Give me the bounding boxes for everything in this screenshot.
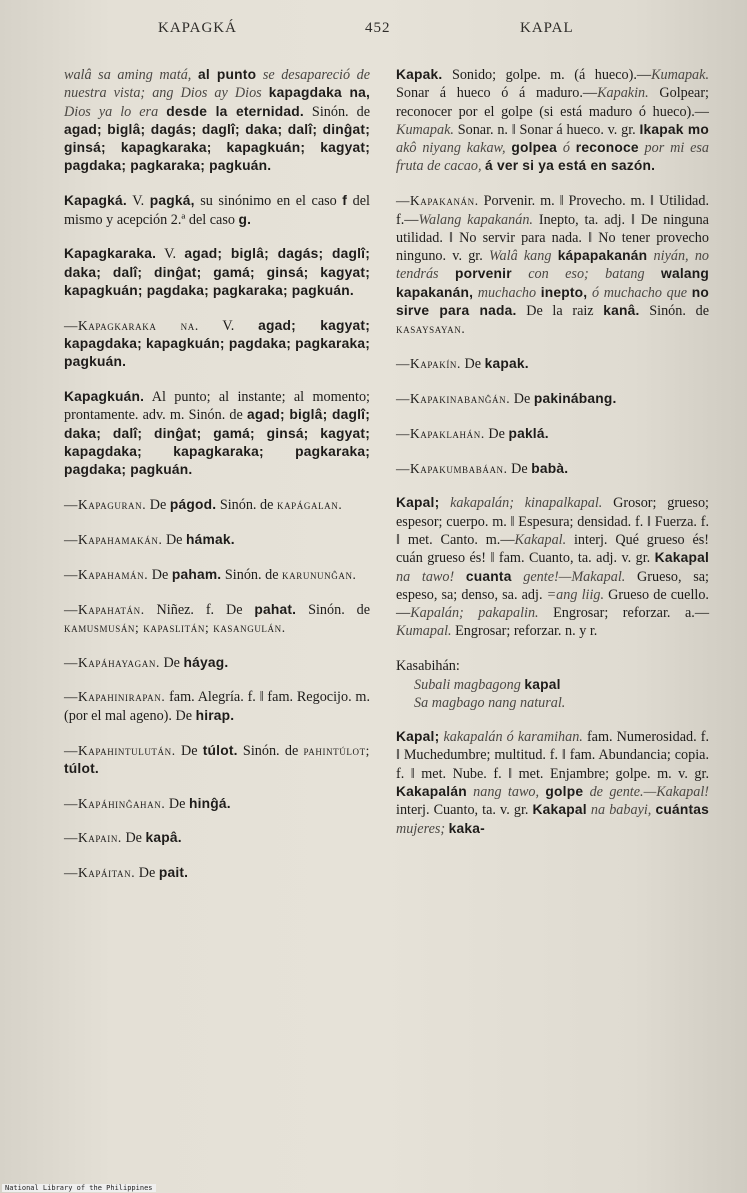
definition-text: su sinónimo en el caso: [194, 193, 343, 210]
cross-reference: kamusmusán; kapaslitán; kasangulán.: [64, 619, 286, 635]
definition-text: De: [162, 531, 187, 548]
headword-or-term: kapak.: [484, 356, 529, 372]
header-right-word: KAPAL: [520, 20, 574, 36]
headword-or-term: kapâ.: [145, 830, 182, 846]
dictionary-entry: [64, 654, 370, 672]
definition-text: V.: [126, 193, 150, 210]
headword-or-term: porvenir: [454, 266, 512, 282]
headword-or-term: golpe: [545, 784, 584, 799]
headword-or-term: Kakapal: [654, 550, 709, 566]
dictionary-entry: [64, 742, 370, 779]
definition-text: fam. Numerosidad. f. ‖ Muchedumbre; multitud. f. ‖ fam. Abundancia; copia. f. ‖ met. Nube. f. ‖ met. Enjambre; golpe. m. v. gr.: [396, 729, 709, 782]
example-text: =ang liig.: [546, 586, 605, 603]
headword-or-term: Kapal;: [396, 729, 440, 745]
dictionary-entry: [396, 66, 709, 176]
definition-text: De: [460, 356, 485, 373]
example-text: na tawo!: [396, 568, 455, 585]
definition-text: De: [510, 390, 534, 407]
example-text: walâ sa aming matá,: [64, 67, 192, 83]
definition-text: Sinón. de: [639, 303, 709, 320]
dictionary-entry: [64, 864, 370, 882]
definition-text: De: [159, 654, 184, 671]
headword-or-term: Kapagká.: [64, 193, 127, 209]
headword-or-term: túlot.: [202, 742, 238, 758]
headword-or-term: pakinábang.: [533, 390, 617, 406]
definition-text: fam. Alegría. f. ‖ fam. Regocijo. m. (por el mal ageno). De: [64, 689, 370, 724]
example-text: Dios ya lo era: [64, 103, 159, 120]
headword-or-term: desde la eternidad.: [166, 103, 304, 119]
cross-reference: —Kapahamakán.: [64, 531, 163, 547]
dictionary-entry: [64, 245, 370, 300]
example-text: kakapalán ó karamihan.: [439, 729, 583, 746]
definition-text: De: [135, 865, 159, 882]
dictionary-entry: [64, 496, 370, 514]
definition-text: Sonido; golpe. m. (á hueco).—: [442, 67, 652, 83]
example-text: Kumapal.: [396, 623, 452, 640]
definition-text: [454, 569, 466, 585]
definition-text: Sinón. de: [237, 742, 304, 759]
dictionary-entry: [64, 795, 370, 813]
definition-text: interj. Cuanto, ta. v. gr.: [396, 802, 533, 819]
left-column: [64, 66, 370, 899]
headword-or-term: pait.: [158, 865, 189, 881]
dictionary-entry: [64, 601, 370, 638]
headword-or-term: pagká,: [149, 193, 195, 209]
headword-or-term: kapagdaka na,: [268, 85, 370, 101]
definition-text: De la raiz: [516, 303, 604, 320]
example-text: por mi esa fruta de cacao,: [396, 140, 709, 175]
proverb-block: [396, 657, 709, 712]
cross-reference: —Kapáitan.: [64, 865, 136, 881]
headword-or-term: Ikapak mo: [639, 121, 709, 137]
dictionary-entry: [396, 425, 709, 443]
headword-or-term: walang kapakanán,: [396, 266, 709, 300]
definition-text: Sinón. de: [303, 103, 370, 120]
headword-or-term: agad; biglâ; dagás; daglî; daka; dalî; dinĝat; ginsá; kapagkaraka; kapagkuán; kagyat; pagdaka; pagkaraka; pagkuán.: [64, 121, 370, 174]
headword-or-term: kápapakanán: [557, 248, 648, 264]
left-entries: [64, 66, 370, 883]
headword-or-term: kanâ.: [603, 303, 640, 319]
cross-reference: —Kapahamán.: [64, 566, 149, 582]
definition-text: [262, 85, 269, 101]
definition-text: De: [148, 566, 172, 583]
example-text: ó muchacho que: [587, 284, 688, 301]
definition-text: De: [484, 425, 509, 442]
cross-reference: —Kapáhinĝahan.: [64, 795, 166, 811]
headword-or-term: agad; biglâ; daglî; daka; dalî; dinĝat; gamá; ginsá; kagyat; kapagdaka; kapagkaraka; pagkaraka; pagdaka; pagkuán.: [64, 407, 370, 478]
definition-text: De: [165, 795, 189, 812]
header-left-word: KAPAGKÁ: [158, 20, 237, 36]
definition-text: De: [121, 830, 146, 847]
headword-or-term: á ver si ya está en sazón.: [485, 158, 656, 174]
cross-reference: —Kapakumbabáan.: [396, 460, 508, 476]
headword-or-term: agad; kagyat; kapagdaka; kapagkuán; pagdaka; pagkaraka; pagkuán.: [64, 317, 370, 370]
example-text: Kapakin.: [597, 85, 649, 102]
definition-text: Grueso, sa; espeso, sa; denso, sa. adj.: [396, 568, 709, 603]
headword-or-term: Kapal;: [396, 495, 440, 511]
cross-reference: —Kapáhayagan.: [64, 654, 160, 670]
headword-or-term: Kakapal: [532, 802, 587, 818]
example-text: ó: [557, 140, 576, 157]
dictionary-entry: [64, 531, 370, 549]
definition-text: Engrosar; reforzar. a.—: [538, 605, 710, 622]
example-text: na babayi,: [586, 802, 652, 819]
headword-or-term: háyag.: [183, 654, 229, 670]
headword-or-term: f: [342, 193, 348, 209]
library-watermark: National Library of the Philippines: [2, 1184, 156, 1192]
example-text: Walâ kang: [489, 248, 552, 265]
definition-text: Sinón. de: [221, 566, 283, 583]
definition-text: Inepto, ta. adj. ‖ De ninguna utilidad. ‖ No servir para nada. ‖ No tener provecho ninguno. v. gr.: [396, 211, 709, 265]
cross-reference: —Kapakinabanĝán.: [396, 390, 511, 406]
example-text: gente!—Makapal.: [511, 568, 626, 585]
right-entries: [396, 66, 709, 641]
cross-reference: —Kapagkaraka na.: [64, 317, 199, 333]
headword-or-term: agad; biglâ; dagás; daglî; daka; dalî; dinĝat; gamá; ginsá; kagyat; kapagkuán; pagdaka; pagkaraka; pagkuán.: [64, 246, 370, 298]
example-text: con eso; batang: [511, 266, 645, 283]
definition-text: Engrosar; reforzar. n. y r.: [451, 623, 598, 640]
definition-text: [439, 266, 455, 282]
headword-or-term: Kakapalán: [396, 784, 467, 799]
headword-or-term: babà.: [531, 460, 569, 476]
example-text: se desapareció de nuestra vista; ang Dios ay Dios: [64, 67, 371, 102]
example-text: kakapalán; kinapalkapal.: [439, 495, 603, 512]
headword-or-term: paham.: [171, 566, 222, 582]
running-head: [0, 20, 747, 44]
dictionary-entry: [64, 66, 370, 176]
dictionary-entry: [64, 688, 370, 725]
definition-text: De: [507, 460, 532, 477]
example-text: mujeres;: [396, 820, 446, 837]
headword-or-term: págod.: [169, 497, 217, 513]
example-text: akô niyang kakaw,: [396, 140, 506, 157]
dictionary-entry: [396, 192, 709, 338]
example-text: Kumapak.: [396, 121, 454, 138]
cross-reference: karununĝan.: [282, 566, 357, 582]
right-entries-after: [396, 728, 709, 838]
headword-or-term: reconoce: [575, 140, 639, 156]
example-text: nang tawo,: [466, 784, 540, 800]
dictionary-entry: [396, 728, 709, 838]
definition-text: del mismo y acepción 2.ª del caso: [64, 193, 370, 228]
definition-text: De: [175, 742, 203, 759]
definition-text: Golpear; reconocer por el golpe (si está maduro ó hueco).—: [396, 85, 709, 120]
headword-or-term: inepto,: [540, 284, 588, 300]
definition-text: Grosor; grueso; espesor; cuerpo. m. ‖ Espesura; densidad. f. ‖ Fuerza. f. ‖ met. Canto. m.—: [396, 495, 709, 548]
example-text: Kumapak.: [651, 67, 709, 83]
headword-or-term: paklá.: [508, 425, 549, 441]
definition-text: Niñez. f. De: [144, 601, 255, 618]
example-text: Walang kapakanán.: [418, 211, 533, 228]
cross-reference: pahintúlot;: [303, 742, 370, 758]
headword-or-term: Kapagkuán.: [64, 389, 145, 405]
headword-or-term: cuántas: [655, 802, 709, 818]
cross-reference: —Kapahinirapan.: [64, 689, 166, 705]
cross-reference: —Kapakín.: [396, 356, 461, 372]
cross-reference: kapágalan.: [276, 497, 343, 513]
example-text: muchacho: [473, 284, 537, 301]
proverb-line-2-text: Sa magbago nang natural.: [414, 694, 566, 711]
dictionary-entry: [64, 388, 370, 479]
example-text: de gente.—Kakapal!: [583, 784, 710, 800]
cross-reference: —Kapahintulután.: [64, 742, 176, 758]
headword-or-term: cuanta: [465, 568, 512, 584]
proverb-line-1-text: Subali magbagong: [414, 676, 521, 693]
definition-text: [191, 67, 198, 83]
headword-or-term: g.: [238, 211, 252, 227]
page-number: 452: [365, 20, 391, 36]
dictionary-entry: [64, 566, 370, 584]
headword-or-term: Kapagkaraka.: [64, 246, 157, 262]
definition-text: V.: [156, 246, 185, 263]
headword-or-term: no sirve para nada.: [396, 284, 709, 319]
example-text: Kakapal.: [514, 531, 567, 548]
definition-text: De: [146, 497, 170, 514]
example-text: Kapalán; pakapalin.: [410, 605, 539, 622]
headword-or-term: hámak.: [186, 531, 235, 547]
definition-text: Sonar á hueco ó á maduro.—: [396, 85, 598, 102]
headword-or-term: hirap.: [195, 707, 235, 723]
dictionary-entry: [396, 390, 709, 408]
headword-or-term: Kapak.: [396, 67, 443, 82]
definition-text: V.: [198, 317, 259, 334]
proverb-line-2: [396, 694, 709, 712]
cross-reference: —Kapaklahán.: [396, 425, 485, 441]
definition-text: [645, 266, 661, 282]
definition-text: interj. Qué grueso és! cuán grueso és! ‖ fam. Cuanto, ta. adj. v. gr.: [396, 531, 709, 567]
definition-text: Sonar. n. ‖ Sonar á hueco. v. gr.: [453, 121, 640, 138]
definition-text: Grueso de cuello.—: [396, 586, 709, 622]
definition-text: Sinón. de: [296, 601, 370, 618]
cross-reference: —Kapaguran.: [64, 497, 147, 513]
headword-or-term: hinĝá.: [188, 795, 231, 811]
headword-or-term: al punto: [197, 67, 257, 82]
dictionary-entry: [64, 317, 370, 372]
definition-text: Al punto; al instante; al momento; prontamente. adv. m. Sinón. de: [64, 389, 370, 424]
right-column: [396, 66, 709, 854]
headword-or-term: túlot.: [64, 760, 99, 776]
cross-reference: —Kapahatán.: [64, 601, 145, 617]
cross-reference: kasaysayan.: [396, 321, 466, 337]
headword-or-term: pahat.: [254, 601, 297, 617]
definition-text: Porvenir. m. ‖ Provecho. m. ‖ Utilidad. f.—: [396, 193, 709, 228]
definition-text: [158, 104, 166, 120]
cross-reference: —Kapakanán.: [396, 193, 479, 209]
example-text: niyán, no tendrás: [396, 248, 710, 283]
headword-or-term: kaka-: [448, 820, 485, 836]
dictionary-entry: [64, 829, 370, 847]
dictionary-entry: [396, 494, 709, 640]
headword-or-term: golpea: [511, 140, 557, 156]
definition-text: Sinón. de: [216, 497, 277, 514]
proverb-line-1: [396, 676, 709, 694]
cross-reference: —Kapain.: [64, 830, 122, 846]
proverb-heading: Kasabihán:: [396, 658, 460, 675]
proverb-line-1-keyword: kapal: [524, 676, 561, 692]
dictionary-entry: [396, 460, 709, 478]
dictionary-entry: [64, 192, 370, 229]
dictionary-entry: [396, 355, 709, 373]
